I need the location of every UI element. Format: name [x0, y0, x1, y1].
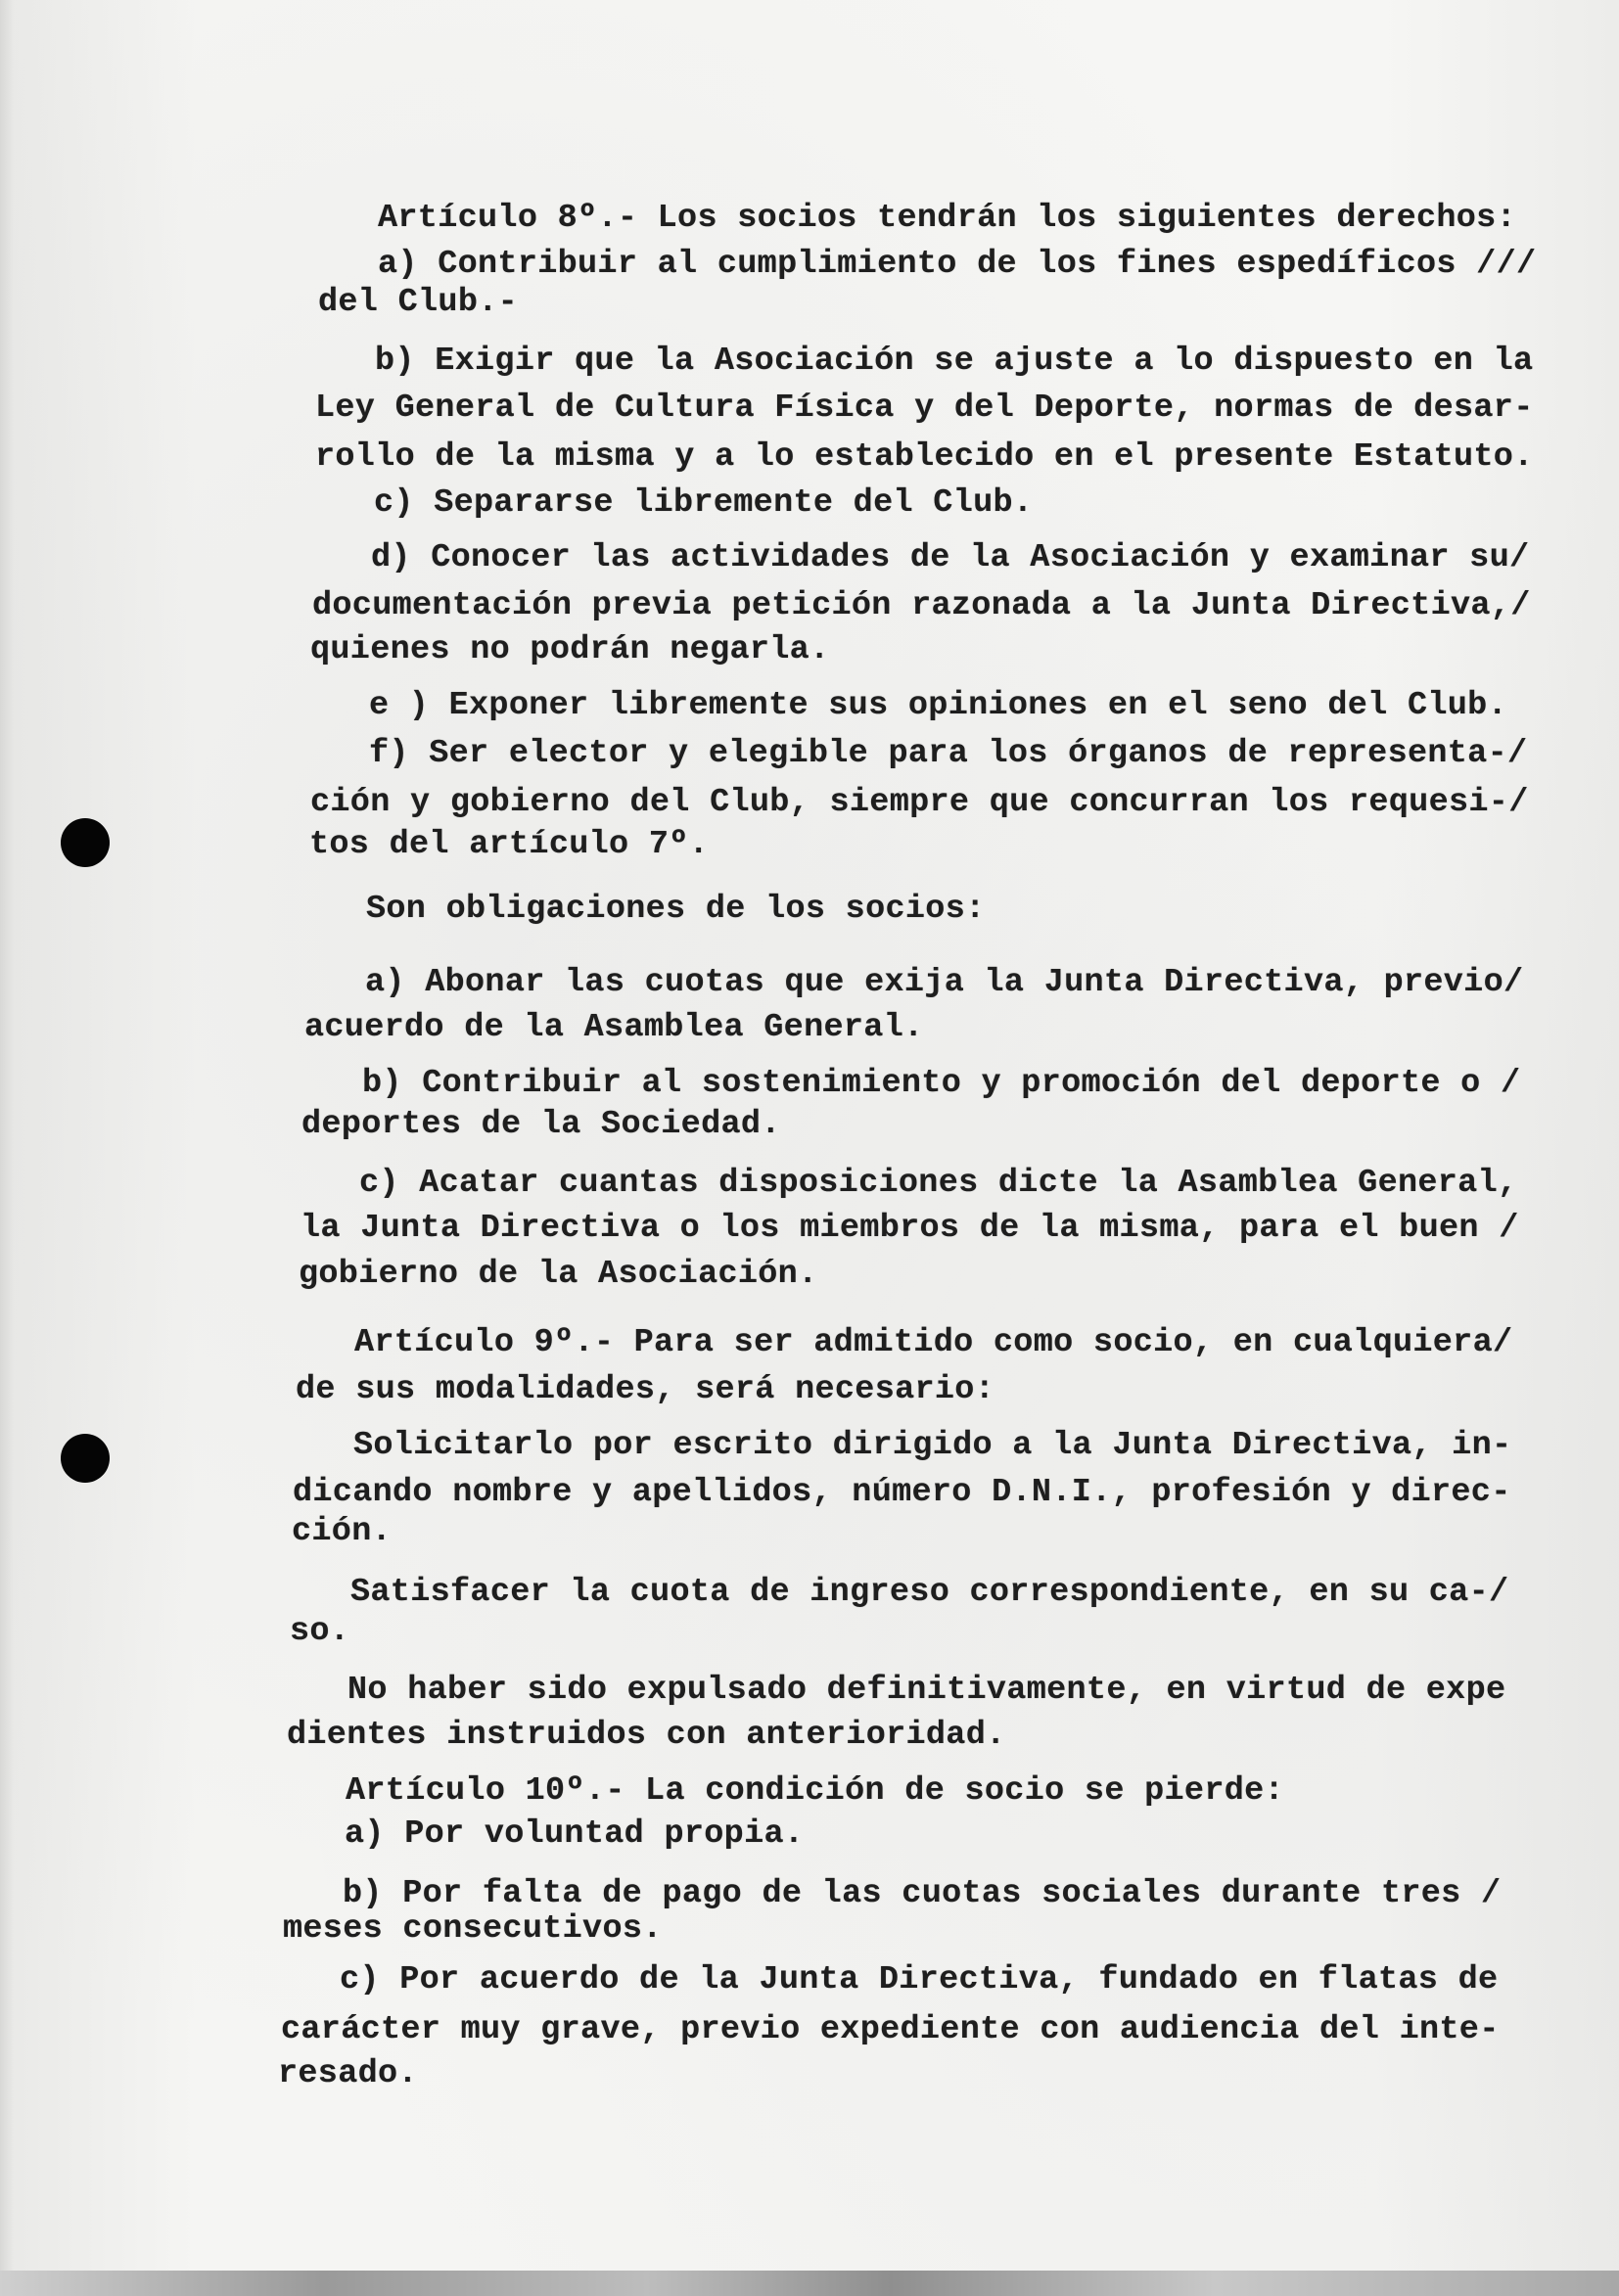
text-line: dicando nombre y apellidos, número D.N.I., profesión y direc-	[293, 1474, 1511, 1511]
text-line: b) Exigir que la Asociación se ajuste a lo dispuesto en la	[375, 343, 1534, 380]
text-line: del Club.-	[318, 284, 519, 321]
page-edge-shadow	[0, 0, 14, 2296]
text-line: documentación previa petición razonada a la Junta Directiva,/	[312, 587, 1531, 624]
text-line: tos del artículo 7º.	[309, 826, 710, 863]
text-line: e ) Exponer libremente sus opiniones en el seno del Club.	[369, 687, 1507, 724]
text-line: Son obligaciones de los socios:	[366, 891, 986, 928]
text-line: b) Contribuir al sostenimiento y promoción del deporte o /	[362, 1065, 1521, 1102]
text-line: c) Acatar cuantas disposiciones dicte la Asamblea General,	[359, 1165, 1518, 1202]
text-line: Solicitarlo por escrito dirigido a la Junta Directiva, in-	[353, 1427, 1512, 1464]
text-line: la Junta Directiva o los miembros de la misma, para el buen /	[301, 1210, 1519, 1247]
text-line: resado.	[278, 2055, 418, 2092]
text-line: Artículo 9º.- Para ser admitido como socio, en cualquiera/	[354, 1324, 1513, 1361]
punch-hole-bottom	[61, 1434, 110, 1483]
punch-hole-top	[61, 818, 110, 867]
text-line: d) Conocer las actividades de la Asociación y examinar su/	[371, 539, 1530, 576]
text-line: de sus modalidades, será necesario:	[296, 1371, 995, 1408]
text-line: meses consecutivos.	[283, 1910, 663, 1948]
text-line: No haber sido expulsado definitivamente, en virtud de expe	[347, 1672, 1506, 1709]
text-line: quienes no podrán negarla.	[310, 631, 830, 668]
text-line: b) Por falta de pago de las cuotas sociales durante tres /	[343, 1875, 1502, 1912]
text-line: Artículo 10º.- La condición de socio se pierde:	[346, 1772, 1284, 1810]
text-line: carácter muy grave, previo expediente con audiencia del inte-	[281, 2011, 1500, 2048]
scan-bottom-edge	[0, 2271, 1619, 2296]
text-line: acuerdo de la Asamblea General.	[304, 1009, 924, 1046]
text-line: f) Ser elector y elegible para los órganos de representa-/	[369, 735, 1528, 772]
text-line: c) Separarse libremente del Club.	[374, 484, 1034, 522]
text-line: Satisfacer la cuota de ingreso correspondiente, en su ca-/	[350, 1574, 1509, 1611]
text-line: Ley General de Cultura Física y del Deporte, normas de desar-	[315, 390, 1534, 427]
text-line: a) Por voluntad propia.	[345, 1815, 805, 1853]
text-line: so.	[290, 1613, 350, 1650]
text-line: deportes de la Sociedad.	[301, 1106, 781, 1143]
text-line: ción y gobierno del Club, siempre que concurran los requesi-/	[310, 784, 1529, 821]
text-line: dientes instruidos con anterioridad.	[287, 1717, 1006, 1754]
text-line: gobierno de la Asociación.	[299, 1256, 818, 1293]
text-line: Artículo 8º.- Los socios tendrán los siguientes derechos:	[378, 200, 1516, 237]
text-line: a) Abonar las cuotas que exija la Junta Directiva, previo/	[365, 964, 1524, 1001]
text-line: c) Por acuerdo de la Junta Directiva, fundado en flatas de	[340, 1961, 1499, 1998]
text-line: ción.	[292, 1513, 393, 1550]
text-line: rollo de la misma y a lo establecido en el presente Estatuto.	[315, 438, 1534, 476]
text-line: a) Contribuir al cumplimiento de los fines espedíficos ///	[378, 246, 1537, 283]
